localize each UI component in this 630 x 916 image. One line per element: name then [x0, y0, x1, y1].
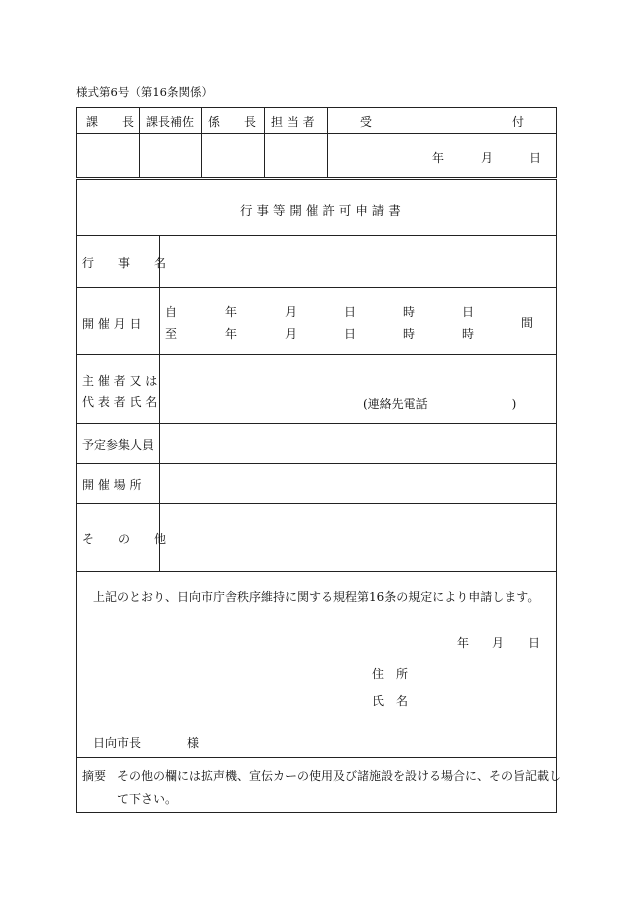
other-label: そ の 他 — [82, 532, 167, 546]
subsection-chief-header: 係 長 — [208, 115, 257, 129]
venue-field[interactable] — [162, 466, 554, 501]
receipt-label-b: 付 — [512, 115, 525, 129]
document-title: 行 事 等 開 催 許 可 申 請 書 — [240, 203, 401, 218]
from-hour: 時 — [403, 305, 416, 319]
participants-label: 予定参集人員 — [82, 438, 155, 452]
participants-field[interactable] — [162, 426, 554, 461]
duration-suffix: 間 — [521, 316, 534, 330]
to-month: 月 — [285, 327, 298, 341]
event-name-field[interactable] — [162, 238, 554, 285]
staff-in-charge-header: 担 当 者 — [271, 115, 315, 129]
note-text-line1: その他の欄には拡声機、宣伝カーの使用及び諸施設を設ける場合に、その旨記載し — [117, 769, 562, 783]
section-chief-header: 課 長 — [86, 115, 135, 129]
event-date-label: 開 催 月 日 — [82, 317, 142, 331]
from-day: 日 — [344, 305, 357, 319]
application-day: 日 — [528, 636, 541, 650]
note-text-line2: て下さい。 — [117, 792, 178, 806]
from-year: 年 — [225, 305, 238, 319]
event-name-label: 行 事 名 — [82, 256, 167, 270]
receipt-day: 日 — [529, 151, 542, 165]
receipt-label-a: 受 — [360, 115, 373, 129]
declaration-text: 上記のとおり、日向市庁舎秩序維持に関する規程第16条の規定により申請します。 — [93, 590, 540, 604]
to-hour: 時 — [403, 327, 416, 341]
duration-day: 日 — [462, 305, 475, 319]
application-month: 月 — [492, 636, 505, 650]
applicant-name-label: 氏 名 — [372, 694, 409, 708]
note-label: 摘要 — [82, 769, 107, 783]
contact-phone: (連絡先電話 ) — [363, 397, 517, 411]
organizer-label-line1: 主 催 者 又 は — [82, 374, 158, 388]
to-year: 年 — [225, 327, 238, 341]
to-hour-end: 時 — [462, 327, 475, 341]
organizer-label-line2: 代 表 者 氏 名 — [82, 395, 158, 409]
receipt-month: 月 — [481, 151, 494, 165]
application-year: 年 — [457, 636, 470, 650]
from-label: 自 — [165, 305, 178, 319]
deputy-chief-header: 課長補佐 — [146, 115, 195, 129]
addressee-honorific: 様 — [187, 736, 200, 750]
to-label: 至 — [165, 327, 178, 341]
other-field[interactable] — [162, 506, 554, 569]
form-number: 様式第6号（第16条関係） — [76, 85, 213, 99]
applicant-address-label: 住 所 — [372, 667, 409, 681]
receipt-year: 年 — [432, 151, 445, 165]
to-day: 日 — [344, 327, 357, 341]
from-month: 月 — [285, 305, 298, 319]
venue-label: 開 催 場 所 — [82, 478, 142, 492]
event-date-field[interactable] — [162, 290, 554, 352]
addressee: 日向市長 — [93, 736, 142, 750]
